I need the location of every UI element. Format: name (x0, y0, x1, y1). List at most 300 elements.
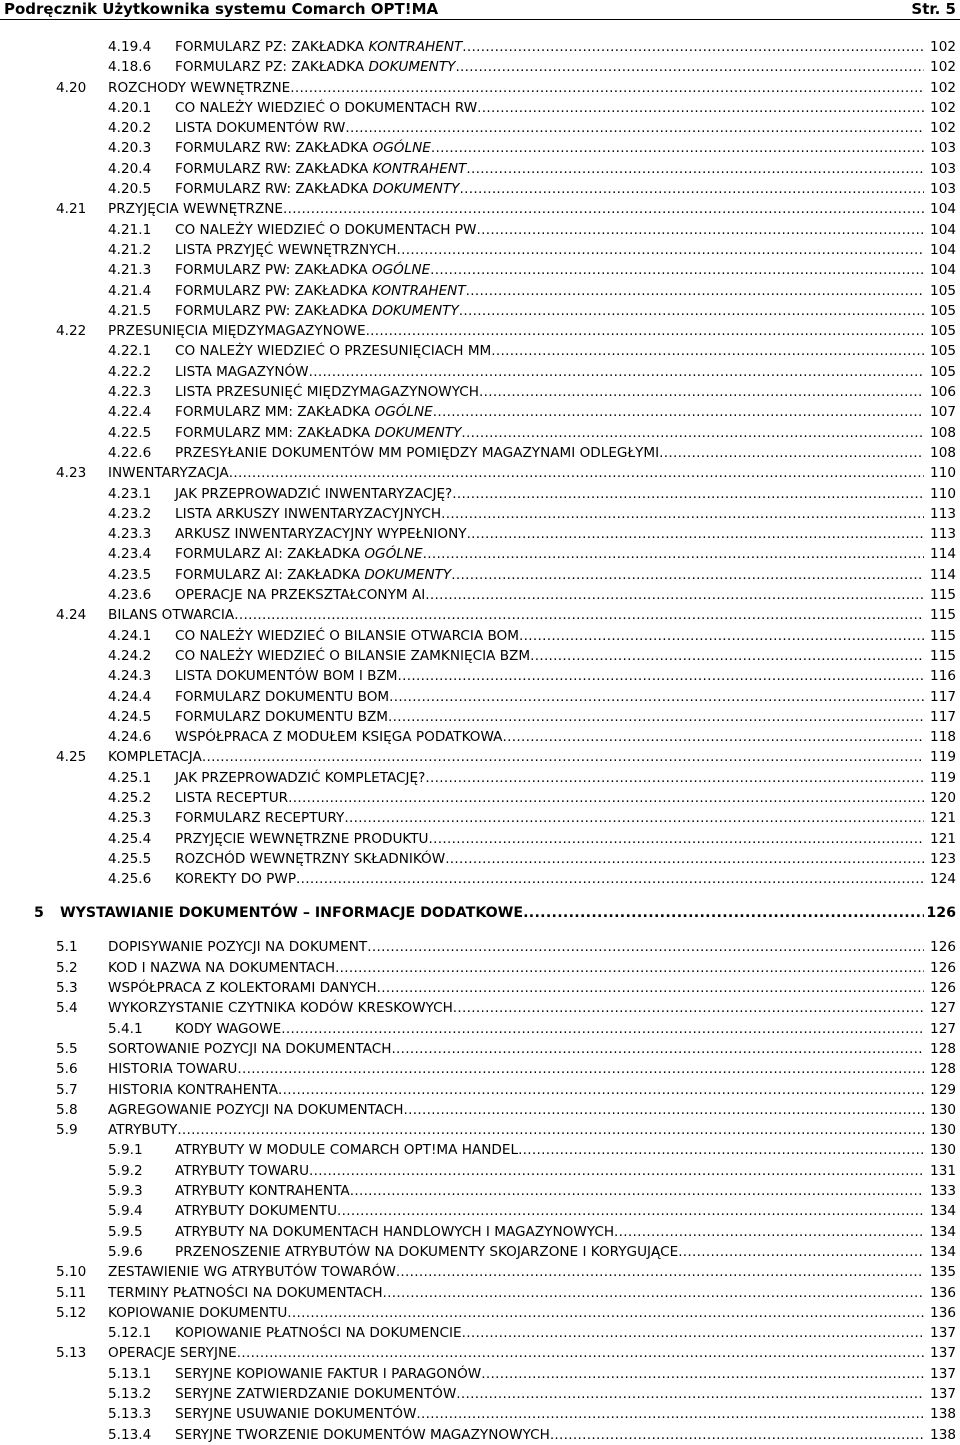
toc-entry-title-text: FORMULARZ PW: ZAKŁADKA (175, 262, 372, 279)
toc-entry-page: 136 (930, 1304, 956, 1321)
toc-entry-title-text: LISTA DOKUMENTÓW RW (175, 120, 346, 137)
toc-entry-number: 4.22.2 (108, 363, 152, 380)
toc-entry-title-italic: OGÓLNE (371, 262, 431, 279)
dot-leader (462, 1323, 924, 1343)
toc-entry-number: 5.13.1 (108, 1365, 152, 1382)
toc-entry[interactable] (0, 869, 960, 889)
toc-entry-page: 126 (926, 905, 956, 922)
toc-entry-title-text: FORMULARZ MM: ZAKŁADKA (175, 424, 375, 441)
toc-entry[interactable] (0, 958, 960, 978)
toc-entry[interactable] (0, 1303, 960, 1323)
dot-leader (452, 484, 924, 504)
toc-entry-title (175, 727, 924, 747)
toc-entry-title (175, 1019, 924, 1039)
toc-entry[interactable] (0, 1425, 960, 1445)
toc-entry-title (108, 78, 924, 98)
toc-entry[interactable] (0, 1201, 960, 1221)
toc-entry-title (175, 341, 924, 361)
toc-entry-number: 4.21.5 (108, 302, 152, 319)
toc-entry[interactable] (0, 829, 960, 849)
toc-entry-number: 4.24 (56, 607, 87, 624)
dot-leader (461, 423, 924, 443)
toc-entry[interactable] (0, 747, 960, 767)
toc-entry-title (175, 260, 924, 280)
toc-entry-page: 103 (930, 181, 956, 198)
toc-entry-title (175, 1140, 924, 1160)
toc-entry-title-italic: OGÓLNE (374, 404, 433, 421)
toc-entry-title-text: KOREKTY DO PWP (175, 871, 297, 888)
toc-entry-page: 136 (930, 1284, 956, 1301)
toc-entry-title (175, 1425, 924, 1445)
toc-entry-title-text: KODY WAGOWE (175, 1020, 282, 1037)
dot-leader (530, 646, 924, 666)
toc-entry-page: 114 (930, 546, 956, 563)
toc-entry-page: 102 (930, 59, 956, 76)
toc-entry-page: 107 (930, 404, 956, 421)
dot-leader (290, 78, 924, 98)
toc-entry[interactable] (0, 57, 960, 77)
toc-entry-title-italic: KONTRAHENT (372, 160, 467, 177)
toc-entry-title (175, 646, 924, 666)
toc-entry-number: 5.13 (56, 1345, 87, 1362)
toc-entry-page: 105 (930, 363, 956, 380)
toc-entry-title (108, 958, 924, 978)
toc-entry-page: 129 (930, 1081, 956, 1098)
dot-leader (423, 544, 924, 564)
toc-entry-title-text: ATRYBUTY NA DOKUMENTACH HANDLOWYCH I MAGAZYNOWYCH (175, 1223, 615, 1240)
toc-entry[interactable] (0, 423, 960, 443)
toc-entry-title (175, 1242, 924, 1262)
dot-leader (445, 849, 924, 869)
toc-entry-page: 113 (930, 505, 956, 522)
toc-entry-title-text: CO NALEŻY WIEDZIEĆ O BILANSIE ZAMKNIĘCIA BZM (175, 647, 531, 664)
toc-entry[interactable] (0, 903, 960, 923)
toc-entry-number: 4.24.4 (108, 688, 152, 705)
toc-entry[interactable] (0, 849, 960, 869)
toc-entry[interactable] (0, 78, 960, 98)
toc-entry[interactable] (0, 443, 960, 463)
dot-leader (404, 1100, 924, 1120)
toc-entry[interactable] (0, 260, 960, 280)
toc-entry-title-text: KOD I NAZWA NA DOKUMENTACH (108, 959, 336, 976)
toc-entry[interactable] (0, 1343, 960, 1363)
dot-leader (433, 402, 924, 422)
toc-entry-title (175, 57, 924, 77)
dot-leader (466, 281, 924, 301)
toc-entry-title (175, 829, 924, 849)
dot-leader (288, 788, 924, 808)
toc-entry-page: 134 (930, 1243, 956, 1260)
dot-leader (477, 98, 924, 118)
dot-leader (476, 220, 924, 240)
toc-entry-title (175, 402, 924, 422)
dot-leader (453, 998, 924, 1018)
toc-entry-title (175, 585, 924, 605)
dot-leader (523, 903, 924, 923)
toc-entry-page: 106 (930, 384, 956, 401)
toc-entry-title (175, 443, 924, 463)
toc-entry-title (175, 118, 924, 138)
toc-entry[interactable] (0, 240, 960, 260)
toc-entry-title (175, 544, 924, 564)
toc-entry-title-text: LISTA PRZYJĘĆ WEWNĘTRZNYCH (175, 241, 397, 258)
toc-entry-title (175, 707, 924, 727)
toc-entry-page: 120 (930, 789, 956, 806)
toc-entry-title (175, 849, 924, 869)
page-header (0, 0, 960, 19)
toc-entry-number: 4.25.5 (108, 850, 152, 867)
toc-entry-title-text: SERYJNE ZATWIERDZANIE DOKUMENTÓW (175, 1386, 457, 1402)
toc-entry-page: 104 (930, 262, 956, 279)
toc-entry[interactable] (0, 1262, 960, 1282)
toc-entry[interactable] (0, 687, 960, 707)
toc-entry-title-italic: DOKUMENTY (372, 181, 460, 198)
toc-entry-title (175, 281, 924, 301)
toc-entry[interactable] (0, 1019, 960, 1039)
toc-entry-title-italic: DOKUMENTY (364, 566, 452, 583)
toc-entry[interactable] (0, 382, 960, 402)
toc-entry[interactable] (0, 1364, 960, 1384)
dot-leader (467, 524, 924, 544)
dot-leader (416, 1404, 924, 1424)
toc-entry-title-text: JAK PRZEPROWADZIĆ INWENTARYZACJĘ? (175, 485, 453, 502)
dot-leader (345, 118, 924, 138)
toc-entry-number: 4.25.6 (108, 871, 152, 888)
toc-entry-title (175, 565, 924, 585)
toc-entry-page: 128 (930, 1040, 956, 1057)
toc-entry-number: 4.24.2 (108, 647, 152, 664)
dot-leader (396, 240, 924, 260)
toc-entry[interactable] (0, 524, 960, 544)
toc-entry-number: 4.23.2 (108, 505, 152, 522)
toc-entry-title (175, 301, 924, 321)
toc-entry-number: 4.23 (56, 465, 87, 482)
toc-entry-title-text: ATRYBUTY TOWARU (175, 1162, 310, 1179)
toc-entry[interactable] (0, 565, 960, 585)
toc-entry-title-text: OPERACJE SERYJNE (108, 1345, 237, 1362)
toc-entry-page: 110 (930, 465, 956, 482)
toc-entry-page: 113 (930, 526, 956, 543)
dot-leader (459, 179, 924, 199)
toc-entry[interactable] (0, 646, 960, 666)
toc-entry-page: 115 (930, 607, 956, 624)
toc-entry[interactable] (0, 321, 960, 341)
toc-entry-title-text: ATRYBUTY W MODULE COMARCH OPT!MA HANDEL (175, 1142, 519, 1159)
dot-leader (309, 362, 924, 382)
toc-entry-page: 108 (930, 444, 956, 461)
toc-entry-title-text: LISTA ARKUSZY INWENTARYZACYJNYCH (175, 505, 442, 522)
toc-entry-title (175, 98, 924, 118)
toc-entry-title (60, 903, 924, 923)
toc-entry[interactable] (0, 362, 960, 382)
toc-entry-title-text: HISTORIA KONTRAHENTA (108, 1081, 279, 1098)
dot-leader (614, 1222, 924, 1242)
toc-entry[interactable] (0, 402, 960, 422)
toc-entry[interactable] (0, 1181, 960, 1201)
toc-entry[interactable] (0, 727, 960, 747)
toc-entry-title-text: INWENTARYZACJA (108, 465, 229, 482)
toc-entry-page: 115 (930, 587, 956, 604)
dot-leader (429, 829, 924, 849)
toc-entry[interactable] (0, 37, 960, 57)
toc-entry[interactable] (0, 1283, 960, 1303)
toc-entry-page: 138 (930, 1406, 956, 1423)
toc-entry-number: 5.7 (56, 1081, 78, 1098)
toc-entry[interactable] (0, 585, 960, 605)
toc-entry-title-text: KOMPLETACJA (108, 749, 202, 766)
toc-entry-page: 133 (930, 1183, 956, 1200)
toc-entry[interactable] (0, 707, 960, 727)
toc-entry[interactable] (0, 504, 960, 524)
toc-entry-title-text: SERYJNE USUWANIE DOKUMENTÓW (175, 1406, 417, 1423)
toc-entry-number: 4.18.6 (108, 59, 152, 76)
toc-entry-number: 4.20.4 (108, 160, 152, 177)
toc-entry[interactable] (0, 341, 960, 361)
toc-entry[interactable] (0, 626, 960, 646)
toc-entry-number: 4.21.4 (108, 282, 152, 299)
toc-entry-title (175, 1364, 924, 1384)
toc-entry[interactable] (0, 544, 960, 564)
toc-entry-title-italic: DOKUMENTY (374, 424, 462, 441)
toc-entry-number: 5.9.4 (108, 1203, 143, 1220)
dot-leader (396, 1262, 924, 1282)
dot-leader (350, 1181, 924, 1201)
dot-leader (441, 504, 924, 524)
dot-leader (455, 57, 924, 77)
dot-leader (659, 443, 924, 463)
toc-entry-number: 5 (34, 905, 44, 922)
toc-entry-page: 137 (930, 1386, 956, 1402)
toc-entry-number: 4.24.3 (108, 668, 152, 685)
toc-entry-number: 4.20.5 (108, 181, 152, 198)
toc-entry[interactable] (0, 666, 960, 686)
toc-entry-title (108, 1100, 924, 1120)
toc-entry-page: 114 (930, 566, 956, 583)
dot-leader (518, 1140, 924, 1160)
toc-entry-number: 5.6 (56, 1061, 78, 1078)
toc-entry-title-text: FORMULARZ PW: ZAKŁADKA (175, 282, 372, 299)
toc-entry[interactable] (0, 301, 960, 321)
dot-leader (430, 260, 924, 280)
toc-entry-page: 126 (930, 980, 956, 997)
toc-entry[interactable] (0, 768, 960, 788)
dot-leader (550, 1425, 924, 1445)
header-rule (0, 19, 960, 20)
toc-entry-page: 126 (930, 959, 956, 976)
toc-entry-page: 128 (930, 1061, 956, 1078)
dot-leader (296, 869, 924, 889)
dot-leader (237, 1059, 924, 1079)
toc-entry-title (175, 1161, 924, 1181)
toc-entry-title-text: FORMULARZ PW: ZAKŁADKA (175, 302, 372, 319)
dot-leader (451, 565, 924, 585)
toc-entry-title-text: FORMULARZ AI: ZAKŁADKA (175, 546, 365, 563)
toc-entry-title-text: SERYJNE KOPIOWANIE FAKTUR I PARAGONÓW (175, 1365, 482, 1382)
toc-entry-number: 4.25.4 (108, 830, 152, 847)
toc-entry-title (108, 321, 924, 341)
toc-entry[interactable] (0, 1100, 960, 1120)
toc-entry-page: 130 (930, 1101, 956, 1118)
toc-entry-title-text: OPERACJE NA PRZEKSZTAŁCONYM AI (175, 587, 426, 604)
toc-entry-title (175, 687, 924, 707)
toc-entry[interactable] (0, 1120, 960, 1140)
dot-leader (459, 301, 924, 321)
toc-entry-title-text: WSPÓŁPRACA Z MODUŁEM KSIĘGA PODATKOWA (175, 729, 503, 746)
dot-leader (398, 666, 924, 686)
toc-entry-page: 130 (930, 1142, 956, 1159)
toc-entry-title-text: ATRYBUTY KONTRAHENTA (175, 1183, 350, 1200)
toc-entry-title (108, 605, 924, 625)
toc-entry-number: 5.12 (56, 1304, 87, 1321)
toc-entry-number: 4.22 (56, 323, 87, 340)
dot-leader (481, 1364, 924, 1384)
dot-leader (431, 138, 924, 158)
toc-entry[interactable] (0, 978, 960, 998)
toc-entry-page: 102 (930, 39, 956, 55)
dot-leader (391, 1039, 924, 1059)
dot-leader (283, 199, 924, 219)
toc-entry[interactable] (0, 220, 960, 240)
toc-entry-number: 4.23.4 (108, 546, 152, 563)
toc-entry-title-text: LISTA DOKUMENTÓW BOM I BZM (175, 668, 398, 685)
toc-entry-page: 127 (930, 1020, 956, 1037)
toc-entry[interactable] (0, 138, 960, 158)
dot-leader (309, 1161, 924, 1181)
toc-entry-title-text: KOPIOWANIE PŁATNOŚCI NA DOKUMENCIE (175, 1325, 462, 1342)
toc-entry-page: 137 (930, 1325, 956, 1342)
toc-entry[interactable] (0, 1161, 960, 1181)
toc-entry-title (108, 1343, 924, 1363)
toc-entry-page: 119 (930, 769, 956, 786)
toc-entry-title-text: LISTA MAGAZYNÓW (175, 363, 309, 380)
toc-entry[interactable] (0, 484, 960, 504)
toc-entry-title-text: TERMINY PŁATNOŚCI NA DOKUMENTACH (108, 1284, 383, 1301)
toc-entry-title-text: ROZCHODY WEWNĘTRZNE (108, 79, 291, 96)
toc-entry[interactable] (0, 199, 960, 219)
toc-entry-page: 105 (930, 302, 956, 319)
toc-entry-number: 4.21.3 (108, 262, 152, 279)
toc-entry-title (108, 199, 924, 219)
toc-entry[interactable] (0, 605, 960, 625)
dot-leader (229, 463, 924, 483)
toc-entry-number: 5.9.2 (108, 1162, 143, 1179)
toc-entry-title-text: PRZESYŁANIE DOKUMENTÓW MM POMIĘDZY MAGAZYNAMI ODLEGŁYMI (175, 444, 660, 461)
toc-entry[interactable] (0, 463, 960, 483)
toc-entry[interactable] (0, 1059, 960, 1079)
toc-entry-title-text: CO NALEŻY WIEDZIEĆ O DOKUMENTACH RW (175, 99, 478, 116)
toc-entry-title (175, 179, 924, 199)
toc-entry[interactable] (0, 281, 960, 301)
toc-entry-title-text: FORMULARZ DOKUMENTU BOM (175, 688, 390, 705)
dot-leader (678, 1242, 924, 1262)
toc-entry-title-text: AGREGOWANIE POZYCJI NA DOKUMENTACH (108, 1101, 404, 1118)
toc-entry[interactable] (0, 937, 960, 957)
toc-entry-title-text: WYKORZYSTANIE CZYTNIKA KODÓW KRESKOWYCH (108, 1000, 453, 1017)
toc-entry-title-text: WSPÓŁPRACA Z KOLEKTORAMI DANYCH (108, 980, 377, 997)
document-title: Podręcznik Użytkownika systemu Comarch OPT!MA (4, 0, 439, 18)
toc-entry-title-text: CO NALEŻY WIEDZIEĆ O BILANSIE OTWARCIA BOM (175, 627, 519, 644)
dot-leader (456, 1384, 924, 1404)
toc-entry-page: 124 (930, 871, 956, 888)
toc-entry-title-italic: KONTRAHENT (368, 39, 463, 55)
toc-entry-title (175, 788, 924, 808)
toc-entry-title (108, 1080, 924, 1100)
toc-entry-title (175, 382, 924, 402)
toc-entry-title-text: ZESTAWIENIE WG ATRYBUTÓW TOWARÓW (108, 1264, 396, 1281)
toc-entry-page: 118 (930, 729, 956, 746)
toc-entry-title-text: FORMULARZ MM: ZAKŁADKA (175, 404, 375, 421)
toc-entry-number: 5.4.1 (108, 1020, 143, 1037)
toc-entry-page: 137 (930, 1365, 956, 1382)
toc-entry-title (108, 747, 924, 767)
toc-entry[interactable] (0, 159, 960, 179)
toc-entry-title-text: FORMULARZ DOKUMENTU BZM (175, 708, 388, 725)
toc-entry-number: 5.3 (56, 980, 78, 997)
toc-entry-title-text: ATRYBUTY DOKUMENTU (175, 1203, 338, 1220)
toc-entry[interactable] (0, 1242, 960, 1262)
toc-entry[interactable] (0, 1404, 960, 1424)
dot-leader (462, 37, 924, 57)
toc-entry[interactable] (0, 179, 960, 199)
toc-entry[interactable] (0, 788, 960, 808)
toc-entry-number: 4.25 (56, 749, 87, 766)
toc-entry-title-italic: OGÓLNE (364, 546, 423, 563)
toc-entry-number: 5.9.1 (108, 1142, 143, 1159)
dot-leader (177, 1120, 924, 1140)
dot-leader (425, 585, 924, 605)
dot-leader (377, 978, 924, 998)
toc-entry[interactable] (0, 1080, 960, 1100)
toc-entry-page: 116 (930, 668, 956, 685)
toc-entry[interactable] (0, 998, 960, 1018)
toc-entry[interactable] (0, 1323, 960, 1343)
toc-entry[interactable] (0, 1222, 960, 1242)
toc-entry-number: 4.21.2 (108, 241, 152, 258)
toc-entry-number: 4.22.4 (108, 404, 152, 421)
toc-entry-title (175, 159, 924, 179)
toc-entry[interactable] (0, 1384, 960, 1404)
toc-entry-number: 5.12.1 (108, 1325, 152, 1342)
page-number: Str. 5 (911, 0, 956, 18)
toc-entry[interactable] (0, 98, 960, 118)
toc-entry-title-text: PRZESUNIĘCIA MIĘDZYMAGAZYNOWE (108, 323, 366, 340)
toc-entry-title (175, 1201, 924, 1221)
toc-entry-number: 5.4 (56, 1000, 78, 1017)
toc-entry-page: 108 (930, 424, 956, 441)
dot-leader (278, 1080, 924, 1100)
toc-entry[interactable] (0, 1140, 960, 1160)
toc-entry[interactable] (0, 808, 960, 828)
toc-entry-page: 115 (930, 627, 956, 644)
toc-entry-number: 5.9 (56, 1122, 78, 1139)
toc-entry-page: 103 (930, 140, 956, 157)
dot-leader (425, 768, 924, 788)
toc-entry[interactable] (0, 1039, 960, 1059)
toc-entry-number: 5.13.2 (108, 1386, 152, 1402)
toc-entry-page: 130 (930, 1122, 956, 1139)
toc-entry-number: 4.23.3 (108, 526, 152, 543)
toc-entry-number: 4.23.1 (108, 485, 152, 502)
toc-entry[interactable] (0, 118, 960, 138)
dot-leader (519, 626, 924, 646)
toc-entry-title (108, 998, 924, 1018)
toc-entry-title-text: KOPIOWANIE DOKUMENTU (108, 1304, 288, 1321)
toc-entry-title-text: LISTA PRZESUNIĘĆ MIĘDZYMAGAZYNOWYCH (175, 384, 480, 401)
toc-entry-title-text: ATRYBUTY (108, 1122, 178, 1139)
dot-leader (388, 707, 924, 727)
toc-entry-title (108, 978, 924, 998)
toc-entry-title-text: ARKUSZ INWENTARYZACYJNY WYPEŁNIONY (175, 526, 467, 543)
